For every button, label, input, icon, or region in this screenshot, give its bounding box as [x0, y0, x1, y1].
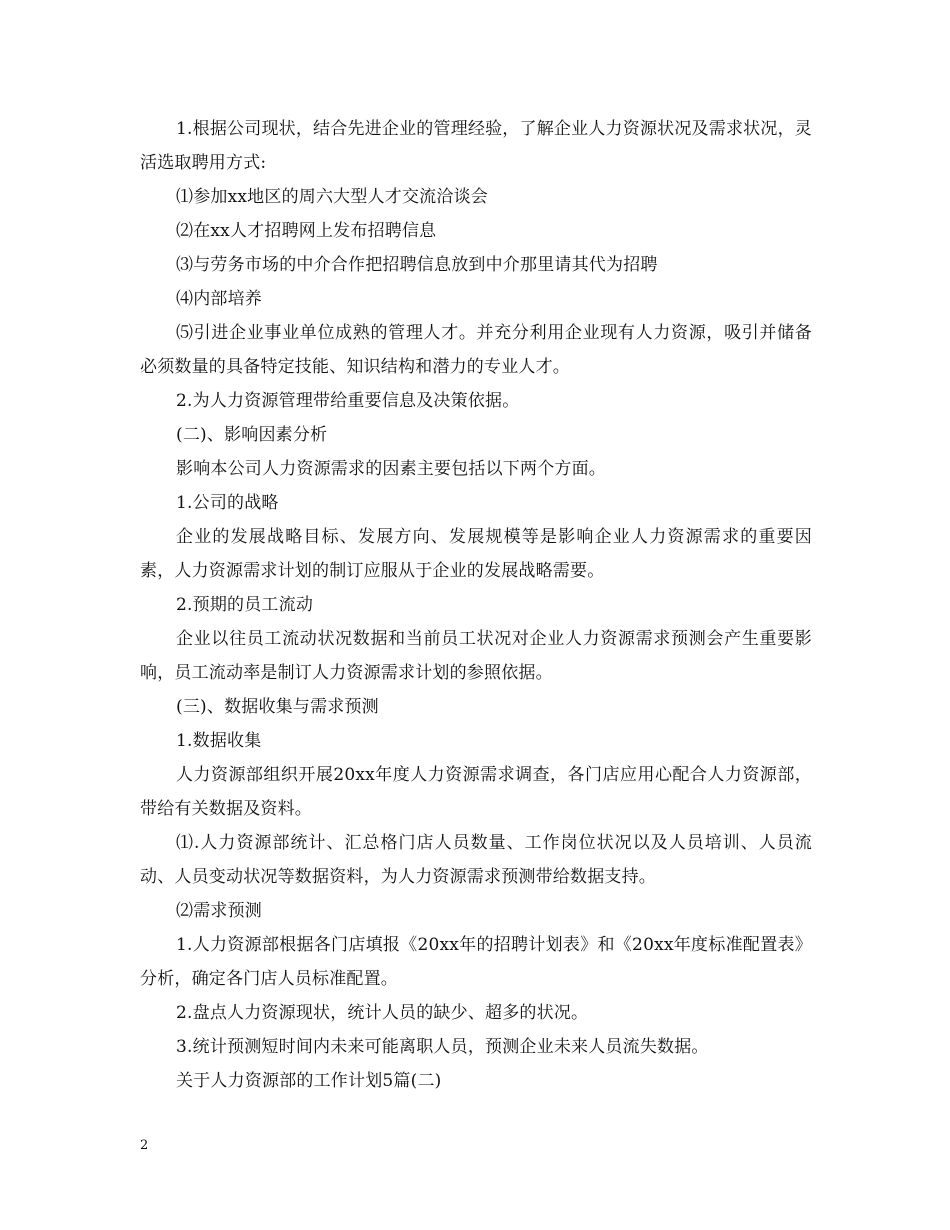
- subheading: 1.公司的战略: [176, 493, 279, 513]
- paragraph: 关于人力资源部的工作计划5篇(二): [176, 1071, 442, 1091]
- subheading: 1.数据收集: [176, 731, 262, 751]
- paragraph: 1.根据公司现状，结合先进企业的管理经验，了解企业人力资源状况及需求状况，灵活选取聘用方式:: [140, 119, 812, 173]
- document-body: [140, 112, 812, 1098]
- section-heading: (二)、影响因素分析: [176, 425, 328, 445]
- paragraph: 3.统计预测短时间内未来可能离职人员，预测企业未来人员流失数据。: [176, 1037, 709, 1057]
- subheading: ⑵需求预测: [176, 901, 262, 921]
- subheading: 2.预期的员工流动: [176, 595, 314, 615]
- paragraph: ⑸引进企业事业单位成熟的管理人才。并充分利用企业现有人力资源，吸引并储备必须数量的具备特定技能、知识结构和潜力的专业人才。: [140, 323, 812, 377]
- paragraph: ⑵在xx人才招聘网上发布招聘信息: [176, 221, 437, 241]
- page-number: 2: [140, 1138, 149, 1153]
- paragraph: 2.为人力资源管理带给重要信息及决策依据。: [176, 391, 520, 411]
- paragraph: 企业以往员工流动状况数据和当前员工状况对企业人力资源需求预测会产生重要影响，员工流动率是制订人力资源需求计划的参照依据。: [140, 629, 812, 683]
- section-heading: (三)、数据收集与需求预测: [176, 697, 379, 717]
- paragraph: 影响本公司人力资源需求的因素主要包括以下两个方面。: [176, 459, 606, 479]
- paragraph: ⑴.人力资源部统计、汇总格门店人员数量、工作岗位状况以及人员培训、人员流动、人员变动状况等数据资料，为人力资源需求预测带给数据支持。: [140, 833, 812, 887]
- paragraph: 1.人力资源部根据各门店填报《20xx年的招聘计划表》和《20xx年度标准配置表》分析，确定各门店人员标准配置。: [140, 935, 812, 989]
- paragraph: ⑶与劳务市场的中介合作把招聘信息放到中介那里请其代为招聘: [176, 255, 658, 275]
- paragraph: 2.盘点人力资源现状，统计人员的缺少、超多的状况。: [176, 1003, 589, 1023]
- paragraph: ⑷内部培养: [176, 289, 262, 309]
- paragraph: 人力资源部组织开展20xx年度人力资源需求调查，各门店应用心配合人力资源部，带给有关数据及资料。: [140, 765, 812, 819]
- paragraph: 企业的发展战略目标、发展方向、发展规模等是影响企业人力资源需求的重要因素，人力资源需求计划的制订应服从于企业的发展战略需要。: [140, 527, 812, 581]
- paragraph: ⑴参加xx地区的周六大型人才交流洽谈会: [176, 187, 488, 207]
